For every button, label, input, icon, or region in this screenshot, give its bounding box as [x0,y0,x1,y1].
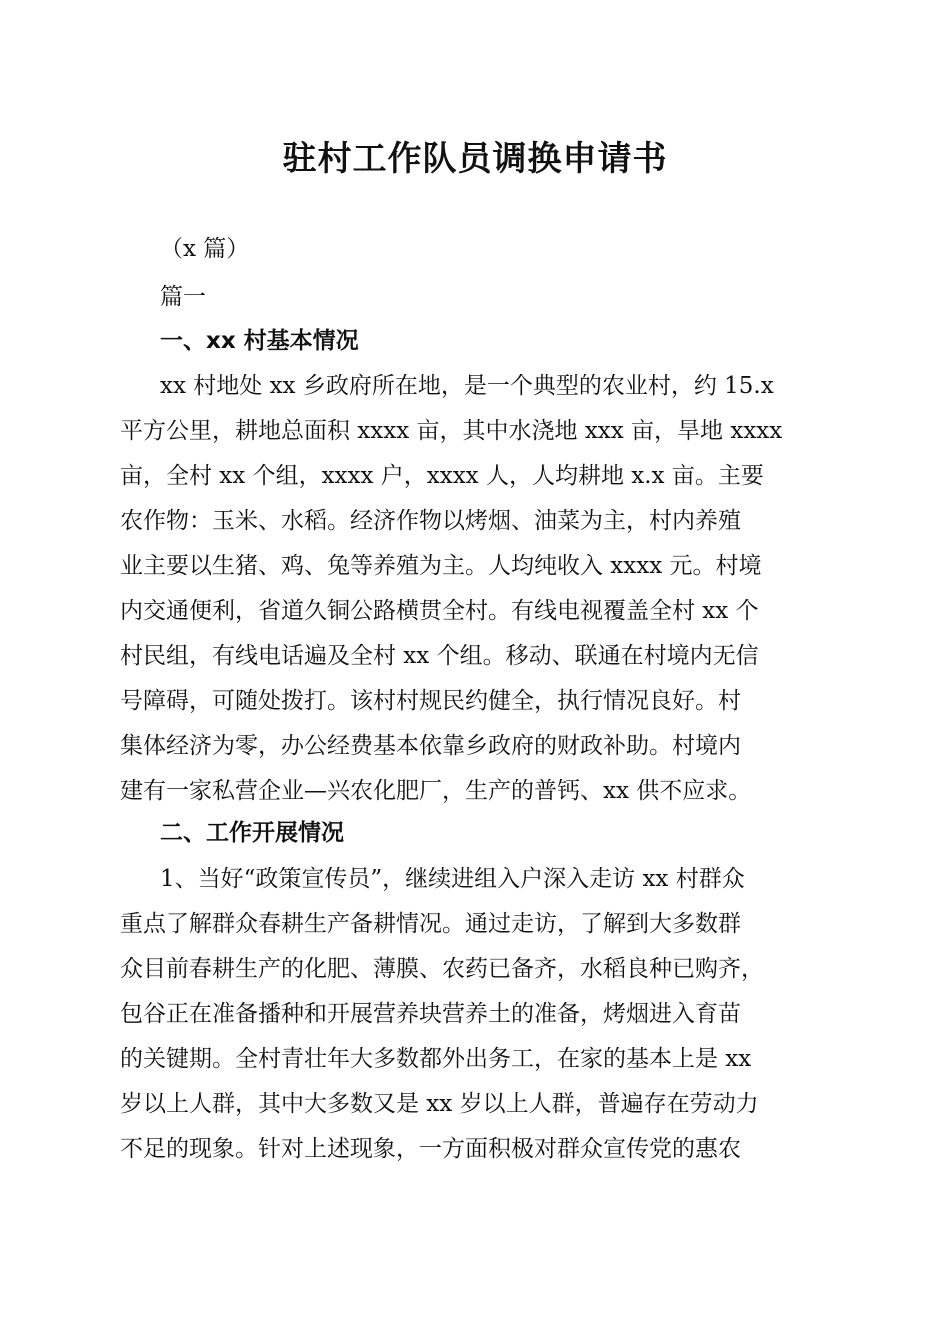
section2-line: 1、当好“政策宣传员”，继续进组入户深入走访 xx 村群众 [160,866,745,892]
section2-line: 重点了解群众春耕生产备耕情况。通过走访，了解到大多数群 [120,911,741,937]
section2-line: 的关键期。全村青壮年大多数都外出务工，在家的基本上是 xx [120,1046,752,1072]
section1-line: 亩，全村 xx 个组，xxxx 户，xxxx 人，人均耕地 x.x 亩。主要 [120,463,764,489]
section1-line: 农作物：玉米、水稻。经济作物以烤烟、油菜为主，村内养殖 [120,508,741,534]
section1-line: 号障碍，可随处拨打。该村村规民约健全，执行情况良好。村 [120,688,741,714]
section2-line: 众目前春耕生产的化肥、薄膜、农药已备齐，水稻良种已购齐， [120,956,764,982]
document-subtitle: （x 篇） [160,236,250,262]
section1-line: 平方公里，耕地总面积 xxxx 亩，其中水浇地 xxx 亩，旱地 xxxx [120,418,783,444]
section1-line: 村民组，有线电话遍及全村 xx 个组。移动、联通在村境内无信 [120,643,759,669]
part-label: 篇一 [160,284,206,310]
section2-line: 包谷正在准备播种和开展营养块营养土的准备，烤烟进入育苗 [120,1001,741,1027]
section1-line: 内交通便利，省道久铜公路横贯全村。有线电视覆盖全村 xx 个 [120,598,759,624]
section1-line: 业主要以生猪、鸡、兔等养殖为主。人均纯收入 xxxx 元。村境 [120,553,762,579]
section1-line: xx 村地处 xx 乡政府所在地，是一个典型的农业村，约 15.x [160,373,774,399]
section2-line: 岁以上人群，其中大多数又是 xx 岁以上人群，普遍存在劳动力 [120,1091,759,1117]
section1-line: 集体经济为零，办公经费基本依靠乡政府的财政补助。村境内 [120,733,741,759]
section1-heading: 一、xx 村基本情况 [160,328,359,354]
section2-line: 不足的现象。针对上述现象，一方面积极对群众宣传党的惠农 [120,1136,741,1162]
section2-heading: 二、工作开展情况 [160,820,344,846]
section1-line: 建有一家私营企业—兴农化肥厂，生产的普钙、xx 供不应求。 [120,778,752,804]
document-title: 驻村工作队员调换申请书 [282,139,668,179]
